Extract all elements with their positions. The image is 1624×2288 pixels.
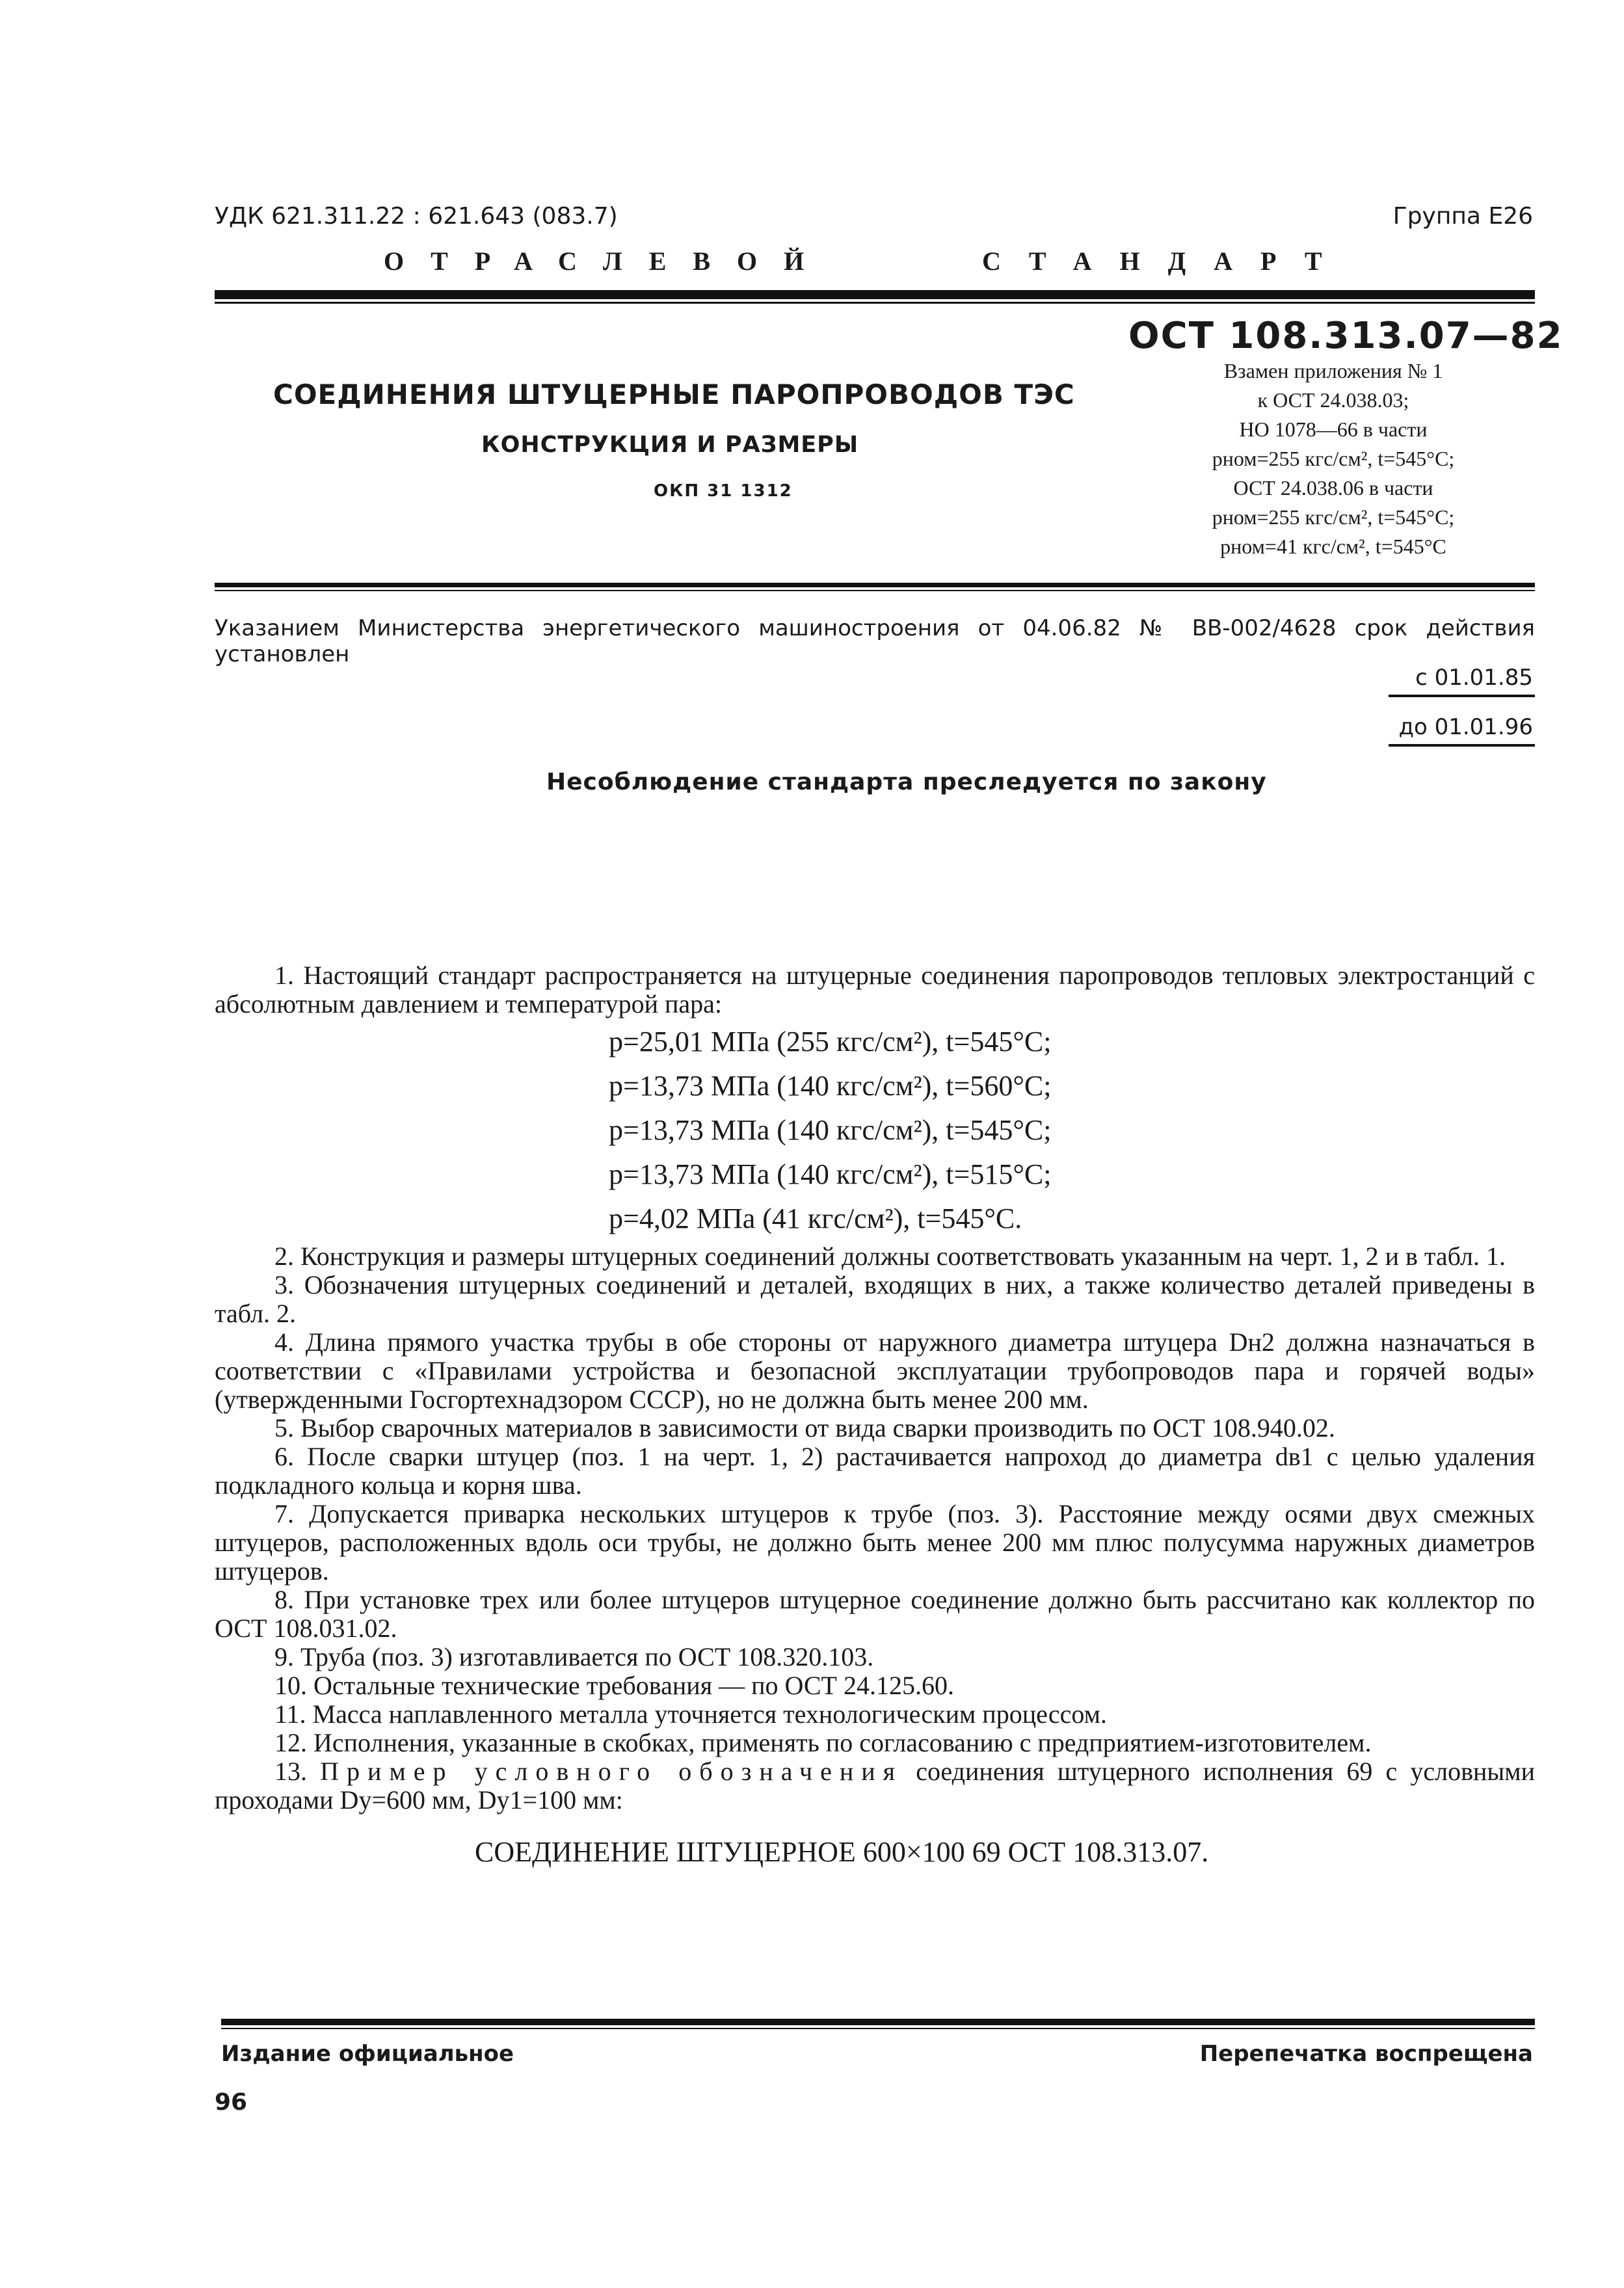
document-body: [215, 961, 1535, 1867]
section-rule-top-thin: [215, 590, 1535, 591]
paragraph-9: 9. Труба (поз. 3) изготавливается по ОСТ 108.320.103.: [274, 1642, 874, 1671]
standard-kind-left: ОТРАСЛЕВОЙ: [384, 246, 831, 276]
document-subtitle: КОНСТРУКЦИЯ И РАЗМЕРЫ: [481, 432, 859, 458]
formula-line: p=13,73 МПа (140 кгс/см²), t=515°С;: [609, 1158, 1052, 1190]
paragraph-12: 12. Исполнения, указанные в скобках, применять по согласованию с предприятием-изготовителем.: [274, 1728, 1372, 1757]
paragraph-5: 5. Выбор сварочных материалов в зависимости от вида сварки производить по ОСТ 108.940.02.: [274, 1413, 1335, 1443]
paragraph-2: 2. Конструкция и размеры штуцерных соединений должны соответствовать указанным на черт. 1, 2 и в табл. 1.: [274, 1242, 1506, 1271]
header-rule-thick: [215, 290, 1535, 299]
valid-to-date: до 01.01.96: [1398, 714, 1533, 740]
paragraph-10: 10. Остальные технические требования — по ОСТ 24.125.60.: [274, 1671, 954, 1700]
paragraph-13-spaced: Пример условного обозначения: [320, 1757, 903, 1786]
paragraph-11: 11. Масса наплавленного металла уточняется технологическим процессом.: [274, 1699, 1107, 1729]
section-rule-top: [215, 583, 1535, 587]
legal-warning: Несоблюдение стандарта преследуется по закону: [546, 769, 1267, 795]
replaces-line: ОСТ 24.038.06 в части: [1233, 476, 1433, 499]
document-title: СОЕДИНЕНИЯ ШТУЦЕРНЫЕ ПАРОПРОВОДОВ ТЭС: [273, 379, 1075, 410]
official-edition-note: Издание официальное: [221, 2041, 514, 2067]
ministry-instruction: Указанием Министерства энергетического машиностроения от 04.06.82 № ВВ-002/4628 срок действия установлен: [215, 615, 1535, 667]
paragraph-3: 3. Обозначения штуцерных соединений и деталей, входящих в них, а также количество деталей приведены в табл. 2.: [215, 1270, 1535, 1328]
header-rule-thin: [215, 302, 1535, 304]
replaces-line: pном=255 кгс/см², t=545°С;: [1212, 447, 1455, 470]
formula-line: p=13,73 МПа (140 кгс/см²), t=560°С;: [609, 1070, 1052, 1102]
date-rule-2: [1389, 744, 1535, 747]
group-code: Группа Е26: [1392, 203, 1533, 230]
okp-code: ОКП 31 1312: [654, 481, 793, 501]
paragraph-8: 8. При установке трех или более штуцеров штуцерное соединение должно быть рассчитано как коллектор по ОСТ 108.031.02.: [215, 1585, 1535, 1643]
replaces-line: pном=41 кгс/см², t=545°С: [1220, 535, 1446, 558]
formula-line: p=25,01 МПа (255 кгс/см²), t=545°С;: [609, 1026, 1052, 1058]
replaces-block: [1158, 356, 1509, 561]
reprint-prohibited-note: Перепечатка воспрещена: [1199, 2041, 1533, 2067]
standard-code: ОСТ 108.313.07—82: [1128, 315, 1564, 357]
page-number: 96: [215, 2089, 248, 2116]
paragraph-13: [215, 1757, 1535, 1815]
standard-kind-right: СТАНДАРТ: [982, 246, 1350, 276]
footer-rule-thick: [221, 2019, 1535, 2025]
valid-from-date: с 01.01.85: [1415, 665, 1533, 691]
replaces-line: pном=255 кгс/см², t=545°С;: [1212, 505, 1455, 529]
paragraph-13-text: соединения штуцерного исполнения 69 с условными проходами Dу=600 мм, Dу1=100 мм:: [215, 1757, 1535, 1815]
paragraph-6: 6. После сварки штуцер (поз. 1 на черт. 1, 2) растачивается напроход до диаметра dв1 с целью удаления подкладного кольца и корня шва.: [215, 1442, 1535, 1500]
paragraph-13-number: 13.: [274, 1757, 307, 1786]
udk-code: УДК 621.311.22 : 621.643 (083.7): [215, 203, 618, 230]
date-rule-1: [1389, 695, 1535, 697]
formula-line: p=4,02 МПа (41 кгс/см²), t=545°С.: [609, 1203, 1022, 1234]
paragraph-4: 4. Длина прямого участка трубы в обе стороны от наружного диаметра штуцера Dн2 должна назначаться в соответствии с «Правилами устройства и безопасной эксплуатации трубопроводов пара и горячей воды» (утвержденными Госгортехнадзором СССР), но не должна быть менее 200 мм.: [215, 1327, 1535, 1414]
replaces-line: НО 1078—66 в части: [1239, 418, 1428, 441]
formula-line: p=13,73 МПа (140 кгс/см²), t=545°С;: [609, 1114, 1052, 1146]
paragraph-1: 1. Настоящий стандарт распространяется на штуцерные соединения паропроводов тепловых электростанций с абсолютным давлением и температурой пара:: [215, 961, 1535, 1018]
replaces-line: Взамен приложения № 1: [1223, 359, 1443, 382]
paragraph-7: 7. Допускается приварка нескольких штуцеров к трубе (поз. 3). Расстояние между осями двух смежных штуцеров, расположенных вдоль оси трубы, не должно быть менее 200 мм плюс полусумма наружных диаметров штуцеров.: [215, 1499, 1535, 1586]
footer-rule-thin: [221, 2028, 1535, 2029]
replaces-line: к ОСТ 24.038.03;: [1257, 388, 1409, 412]
designation-example: СОЕДИНЕНИЕ ШТУЦЕРНОЕ 600×100 69 ОСТ 108.313.07.: [475, 1836, 1209, 1868]
